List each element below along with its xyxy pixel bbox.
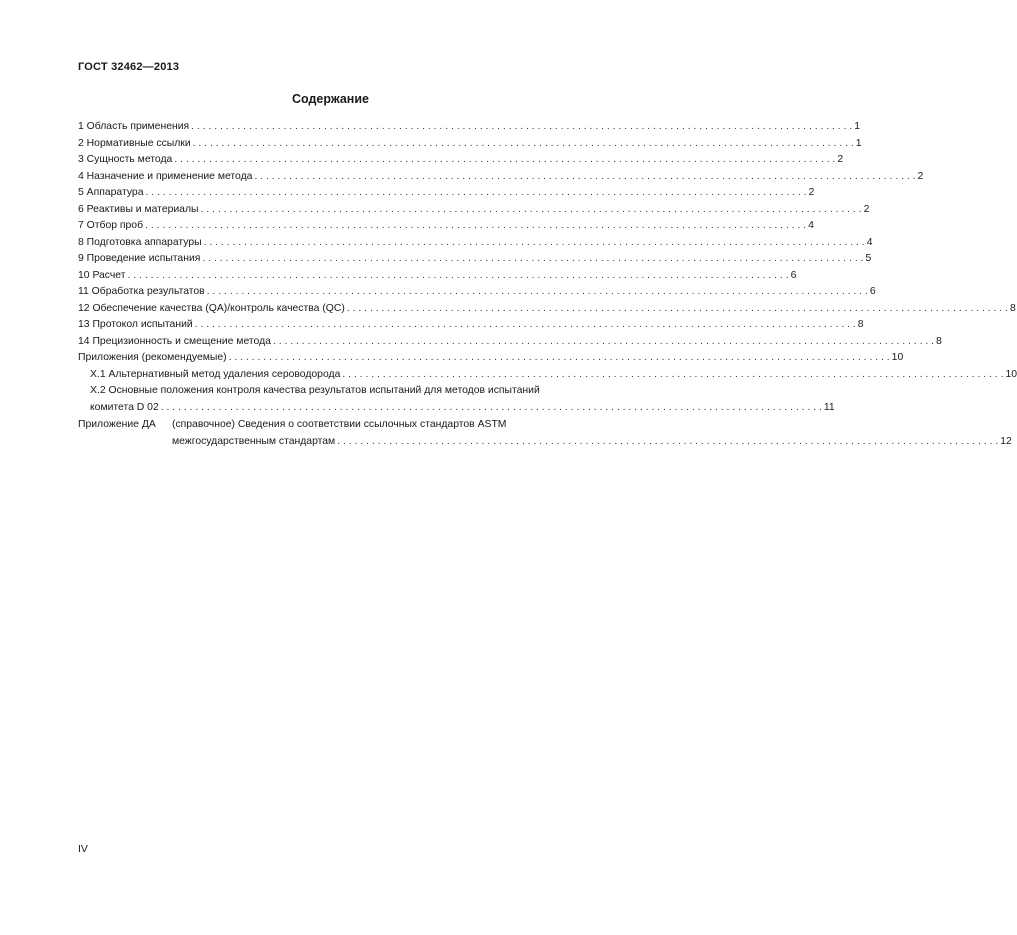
toc-leader — [273, 334, 934, 351]
toc-item-page: 12 — [1000, 435, 1012, 447]
toc-subitem-x2[interactable] — [78, 383, 835, 416]
toc-leader — [254, 169, 915, 186]
toc-item[interactable] — [78, 350, 904, 367]
toc-item-label: 4 Назначение и применение метода — [78, 170, 253, 182]
toc-item-page: 4 — [866, 236, 873, 248]
toc-item-label: 6 Реактивы и материалы — [78, 203, 199, 215]
toc-annex-da[interactable] — [78, 417, 1012, 450]
toc-item[interactable] — [78, 268, 797, 285]
toc-leader — [145, 185, 806, 202]
toc-item[interactable] — [78, 251, 872, 268]
page-number: IV — [78, 843, 88, 855]
toc-item-label: 14 Прецизионность и смещение метода — [78, 335, 271, 347]
toc-item-page: 6 — [790, 269, 797, 281]
toc-item[interactable] — [78, 334, 942, 351]
toc-item[interactable] — [78, 301, 1016, 318]
toc-item-page: 10 — [1005, 368, 1017, 380]
toc-item[interactable] — [78, 218, 814, 235]
toc-leader — [342, 367, 1003, 384]
toc-item-page: 5 — [865, 253, 872, 264]
toc-item[interactable] — [78, 185, 815, 202]
toc-item-label: 11 Обработка результатов — [78, 286, 205, 297]
toc-item-page: 2 — [837, 154, 844, 165]
toc-item-page: 1 — [855, 137, 862, 149]
toc-item-label: 5 Аппаратура — [78, 187, 144, 198]
toc-leader — [193, 136, 854, 153]
toc-item-label: 9 Проведение испытания — [78, 253, 201, 264]
toc-item-page: 2 — [808, 187, 815, 198]
toc-leader — [229, 350, 890, 367]
toc-item-page: 11 — [823, 401, 835, 413]
toc-leader — [207, 284, 868, 301]
toc-item-page: 6 — [869, 286, 876, 297]
toc-item[interactable] — [78, 317, 864, 334]
toc-leader — [337, 434, 998, 451]
toc-item[interactable] — [78, 119, 861, 136]
toc-item[interactable] — [78, 169, 924, 186]
toc-leader — [347, 301, 1008, 318]
toc-item-label: 12 Обеспечение качества (QA)/контроль качества (QC) — [78, 302, 345, 314]
annex-label: Приложение ДА — [78, 419, 156, 430]
toc-item[interactable] — [78, 136, 862, 153]
toc-item-page: 1 — [854, 121, 861, 132]
toc-item-label-line2: комитета D 02 — [90, 401, 159, 413]
toc-leader — [201, 202, 862, 219]
toc-item-page: 8 — [936, 335, 942, 347]
toc-item-label: 8 Подготовка аппаратуры — [78, 236, 202, 248]
toc-item[interactable] — [78, 235, 873, 252]
toc-leader — [195, 317, 856, 334]
toc-leader — [174, 152, 835, 169]
table-of-contents — [78, 119, 1017, 450]
toc-leader — [204, 235, 865, 252]
toc-item-label: 13 Протокол испытаний — [78, 319, 193, 330]
annex-title-line2: межгосударственным стандартам — [172, 435, 336, 447]
toc-item-page: 4 — [808, 220, 814, 231]
toc-item-label: 3 Сущность метода — [78, 154, 173, 165]
toc-item[interactable] — [78, 152, 844, 169]
annex-title-line1: (справочное) Сведения о соответствии ссылочных стандартов ASTM — [172, 419, 507, 430]
toc-item-page: 8 — [1009, 302, 1016, 314]
toc-item-label: 2 Нормативные ссылки — [78, 137, 191, 149]
toc-item-label-line1: X.2 Основные положения контроля качества результатов испытаний для методов испытаний — [90, 385, 540, 396]
toc-item[interactable] — [78, 202, 870, 219]
toc-leader — [161, 400, 822, 417]
toc-item-label: Приложения (рекомендуемые) — [78, 352, 227, 363]
toc-item-page: 8 — [857, 319, 864, 330]
toc-item[interactable] — [78, 284, 876, 301]
toc-item-page: 10 — [891, 352, 904, 363]
document-code: ГОСТ 32462—2013 — [78, 61, 180, 73]
toc-item-page: 2 — [917, 170, 924, 182]
toc-item-label: 1 Область применения — [78, 121, 190, 132]
toc-leader — [191, 119, 852, 136]
toc-item-label: 7 Отбор проб — [78, 220, 144, 231]
toc-leader — [145, 218, 806, 235]
toc-item-page: 2 — [863, 203, 870, 215]
toc-subitem-x1[interactable] — [78, 367, 1017, 384]
page-title: Содержание — [291, 92, 369, 106]
toc-leader — [128, 268, 789, 285]
toc-item-label: 10 Расчет — [78, 269, 126, 281]
toc-leader — [202, 251, 863, 268]
toc-item-label: X.1 Альтернативный метод удаления сероводорода — [90, 368, 341, 380]
